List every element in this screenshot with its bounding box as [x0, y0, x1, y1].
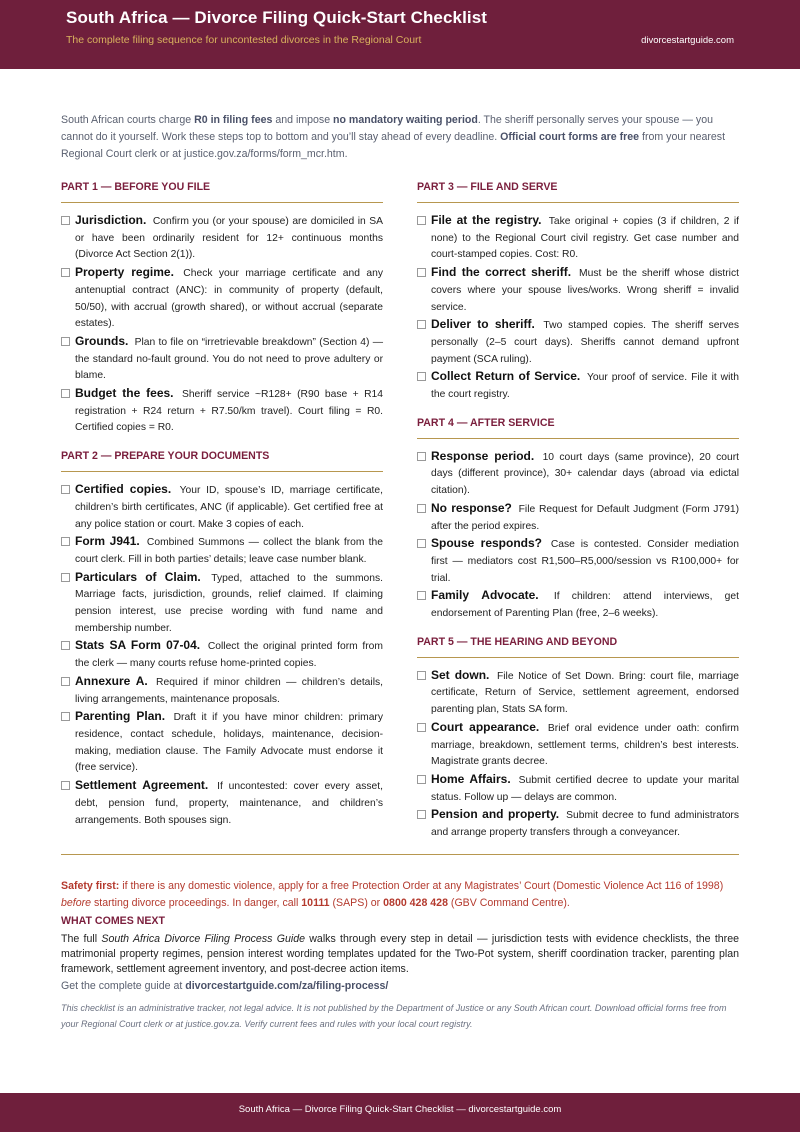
checklist-item [417, 806, 739, 841]
part-2-list [61, 481, 383, 829]
safety-text: (GBV Command Centre). [447, 896, 570, 909]
item-term: Budget the fees. [75, 386, 174, 401]
part-3-list [417, 212, 739, 404]
checklist-item [61, 637, 383, 672]
item-text: Brief oral evidence under oath: confirm marriage, breakdown, settlement terms, children’s best interests. Magistrate grants decree. [431, 722, 739, 768]
item-term: Particulars of Claim. [75, 569, 201, 584]
intro-text: . The sheriff personally serves your spouse — you cannot do it yourself. Work these steps top to bottom and you’ll stay ahead of every deadline. [61, 114, 713, 143]
part-4-heading: PART 4 — AFTER SERVICE [417, 414, 739, 439]
intro-emphasis: R0 in filing fees [194, 114, 273, 126]
safety-emphasis: before [61, 896, 92, 909]
item-text: If uncontested: cover every asset, debt, pension fund, property, maintenance, and children’s arrangements. Both spouses sign. [75, 781, 383, 826]
checkbox[interactable] [417, 452, 426, 461]
item-term: Court appearance. [431, 719, 540, 734]
checkbox[interactable] [61, 712, 70, 721]
checklist-item [61, 385, 383, 437]
checkbox[interactable] [61, 537, 70, 546]
item-text: Two stamped copies. The sheriff serves personally (2–5 court days). Sheriffs cannot demand upfront payment (SCA ruling). [431, 320, 739, 365]
item-term: Property regime. [75, 265, 174, 280]
header-site-link[interactable]: divorcestartguide.com [641, 35, 734, 46]
emergency-number: 10111 [301, 896, 330, 909]
right-column [417, 178, 739, 842]
part-2-heading: PART 2 — PREPARE YOUR DOCUMENTS [61, 447, 383, 472]
page-header [0, 0, 800, 69]
checkbox[interactable] [417, 539, 426, 548]
checkbox[interactable] [61, 573, 70, 582]
intro-text: South African courts charge [61, 114, 195, 126]
emergency-number: 0800 428 428 [383, 896, 448, 909]
checklist-item [61, 569, 383, 638]
item-text: Combined Summons — collect the blank from the court clerk. Fill in both parties’ details; leave case number blank. [75, 537, 383, 565]
checklist-item [417, 667, 739, 719]
item-term: Grounds. [75, 333, 129, 348]
item-term: Family Advocate. [431, 588, 539, 603]
item-text: If children: attend interviews, get endorsement of Parenting Plan (free, 2–6 weeks). [431, 591, 739, 620]
checklist-item [417, 719, 739, 771]
item-term: File at the registry. [431, 213, 542, 227]
item-text: Plan to file on “irretrievable breakdown” (Section 4) — the standard no-fault ground. You do not need to prove adultery or blame. [75, 336, 383, 382]
intro-text: and impose [272, 114, 334, 126]
disclaimer: This checklist is an administrative tracker, not legal advice. It is not published by the Department of Justice or any South African court. Download official forms free from your Regional Court clerk or at justice.gov.za. Verify current fees and rules with your local court registry. [61, 1003, 727, 1029]
intro-emphasis: no mandatory waiting period [333, 114, 478, 126]
item-term: Settlement Agreement. [75, 778, 209, 793]
checklist-item [417, 212, 739, 264]
checkbox[interactable] [417, 671, 426, 680]
item-text: Must be the sheriff whose district covers where your spouse lives/works. Wrong sheriff = invalid service. [431, 268, 739, 313]
checkbox[interactable] [417, 504, 426, 513]
checkbox[interactable] [417, 775, 426, 784]
safety-text: if there is any domestic violence, apply for a free Protection Order at any Magistrates’ Court (Domestic Violence Act 116 of 1998) [119, 880, 724, 892]
guide-link-line [61, 980, 388, 992]
next-text: walks through every step in detail — jurisdiction tests with evidence checklists, the three matrimonial property regimes, pension interest wording templates updated for the Two-Pot system, sheriff coordination tracker, parenting plan framework, settlement agreement inventory, and post-decree action items. [61, 933, 739, 976]
checklist-item [61, 708, 383, 777]
page-footer: South Africa — Divorce Filing Quick-Start Checklist — divorcestartguide.com [0, 1093, 800, 1132]
checklist-item [61, 673, 383, 708]
safety-notice [61, 878, 739, 912]
checkbox[interactable] [417, 810, 426, 819]
item-text: Draft it if you have minor children: primary residence, contact schedule, holidays, maintenance, decision-making, mediation clause. The Family Advocate must endorse it (free service). [75, 712, 383, 774]
item-term: Spouse responds? [431, 536, 542, 551]
checkbox[interactable] [417, 268, 426, 277]
part-5-list [417, 667, 739, 842]
intro-paragraph [61, 112, 739, 162]
checklist-item [417, 587, 739, 622]
checkbox[interactable] [417, 723, 426, 732]
checklist-item [417, 500, 739, 535]
checkbox[interactable] [61, 389, 70, 398]
item-text: Collect the original printed form from the clerk — many courts refuse home-printed copies. [75, 641, 383, 670]
checklist-item [61, 777, 383, 829]
item-term: Form J941. [75, 534, 140, 549]
item-term: Collect Return of Service. [431, 369, 581, 384]
item-term: Certified copies. [75, 482, 172, 497]
item-term: Annexure A. [75, 673, 148, 688]
checklist-item [417, 535, 739, 587]
checklist-item [61, 212, 383, 264]
checklist-item [61, 481, 383, 533]
item-term: Pension and property. [431, 807, 560, 822]
item-text: File Notice of Set Down. Bring: court file, marriage certificate, Return of Service, settlement agreement, endorsed parenting plan, Stats SA form. [431, 670, 740, 716]
next-heading: WHAT COMES NEXT [61, 915, 165, 927]
intro-emphasis: Official court forms are free [500, 130, 640, 143]
item-term: Response period. [431, 448, 535, 463]
safety-text: (SAPS) or [329, 896, 384, 909]
guide-link-label: Get the complete guide at [61, 980, 186, 992]
item-term: Home Affairs. [431, 771, 511, 786]
checklist-item [61, 533, 383, 568]
item-term: No response? [431, 500, 512, 515]
safety-lead: Safety first: [61, 880, 120, 892]
safety-text: starting divorce proceedings. In danger, call [91, 896, 302, 909]
item-text: Case is contested. Consider mediation first — mediators cost R1,500–R5,000/session vs R100,000+ for trial. [431, 539, 739, 584]
checkbox[interactable] [417, 216, 426, 225]
left-column [61, 178, 383, 829]
guide-link[interactable]: divorcestartguide.com/za/filing-process/ [185, 980, 389, 992]
part-4-list [417, 448, 739, 623]
checklist-item [417, 316, 739, 368]
item-text: Required if minor children — children’s details, living arrangements, maintenance proposals. [75, 676, 383, 705]
item-text: Sheriff service ~R128+ (R90 base + R14 registration + R24 return + R7.50/km travel). Court filing = R0. Certified copies = R0. [75, 389, 383, 434]
checkbox[interactable] [417, 320, 426, 329]
guide-title: South Africa Divorce Filing Process Guide [101, 933, 305, 945]
item-text: Confirm you (or your spouse) are domiciled in SA or have been ordinarily resident for 12+ continuous months (Divorce Act Section 2(1)). [75, 216, 383, 261]
item-text: Typed, attached to the summons. Marriage facts, jurisdiction, grounds, relief claimed. If claiming pension interest, use precise wording with fund name and membership number. [75, 572, 383, 634]
checkbox[interactable] [61, 677, 70, 686]
intro-text: from your nearest Regional Court clerk or at justice.gov.za/forms/form_mcr.htm. [61, 130, 726, 160]
checklist-item [417, 368, 739, 403]
checkbox[interactable] [417, 372, 426, 381]
item-term: Stats SA Form 07-04. [75, 638, 201, 653]
item-text: File Request for Default Judgment (Form J791) after the period expires. [431, 503, 740, 532]
next-paragraph [61, 932, 739, 978]
checklist-item [417, 264, 739, 316]
checkbox[interactable] [61, 485, 70, 494]
checklist-item [417, 448, 739, 500]
checkbox[interactable] [417, 591, 426, 600]
page-title: South Africa — Divorce Filing Quick-Start Checklist [66, 8, 488, 27]
checklist-item [61, 333, 383, 385]
item-text: Your proof of service. File it with the court registry. [431, 372, 739, 401]
checkbox[interactable] [61, 268, 70, 277]
page-subtitle: The complete filing sequence for uncontested divorces in the Regional Court [66, 34, 422, 46]
item-term: Set down. [431, 667, 490, 682]
item-term: Jurisdiction. [75, 213, 147, 227]
part-1-heading: PART 1 — BEFORE YOU FILE [61, 178, 383, 203]
checkbox[interactable] [61, 641, 70, 650]
checklist-item [417, 771, 739, 806]
section-divider [61, 854, 739, 855]
item-term: Parenting Plan. [75, 709, 166, 724]
item-text: Submit decree to fund administrators and arrange property transfers through a conveyancer. [431, 810, 739, 839]
part-1-list [61, 212, 383, 437]
item-text: Take original + copies (3 if children, 2 if none) to the Regional Court civil registry. Get case number and court-stamped copies. Cost: R0. [431, 216, 739, 261]
checkbox[interactable] [61, 337, 70, 346]
item-term: Find the correct sheriff. [431, 265, 572, 280]
item-term: Deliver to sheriff. [431, 317, 535, 332]
item-text: 10 court days (same province), 20 court days (different province), 30+ calendar days (abroad via edictal citation). [431, 451, 739, 497]
part-5-heading: PART 5 — THE HEARING AND BEYOND [417, 633, 739, 658]
item-text: Check your marriage certificate and any antenuptial contract (ANC): in community of property (default, 50/50), with accrual (growth shared), or without accrual (separate estates). [75, 268, 383, 330]
item-text: Submit certified decree to update your marital status. Follow up — delays are common. [431, 774, 739, 803]
checkbox[interactable] [61, 781, 70, 790]
checkbox[interactable] [61, 216, 70, 225]
next-text: The full [61, 933, 102, 945]
checklist-item [61, 264, 383, 333]
part-3-heading: PART 3 — FILE AND SERVE [417, 178, 739, 203]
item-text: Your ID, spouse’s ID, marriage certificate, children’s birth certificates, ANC (if applicable). Get certified free at any police station or court. Make 3 copies of each. [75, 485, 384, 530]
